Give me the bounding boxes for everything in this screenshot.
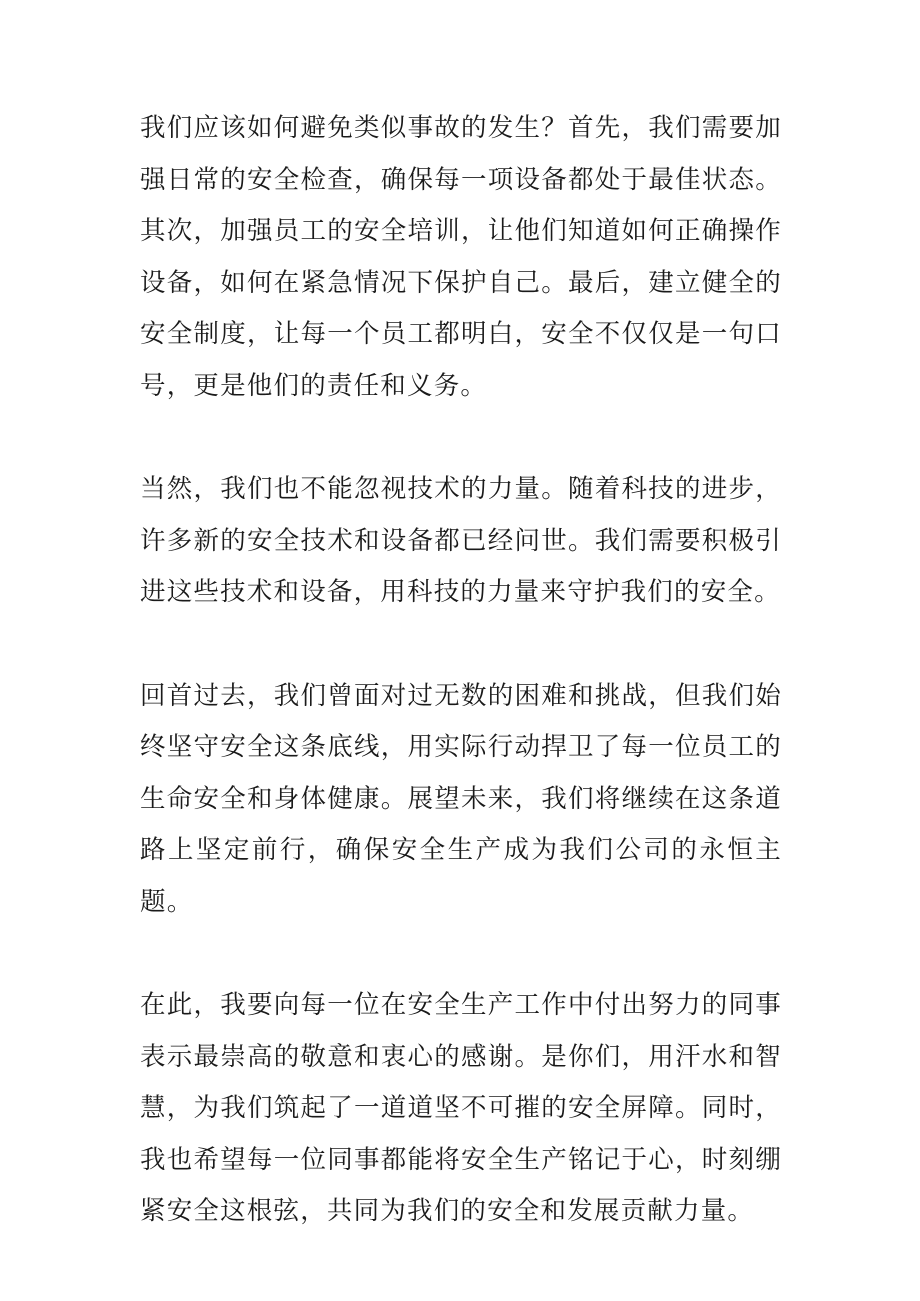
paragraph-3: 回首过去，我们曾面对过无数的困难和挑战，但我们始终坚守安全这条底线，用实际行动捍卫了每一位员工的生命安全和身体健康。展望未来，我们将继续在这条道路上坚定前行，确保安全生产成为我们公司的永恒主题。: [140, 680, 782, 917]
document-body: [140, 103, 782, 1238]
paragraph-4: 在此，我要向每一位在安全生产工作中付出努力的同事表示最崇高的敬意和衷心的感谢。是你们，用汗水和智慧，为我们筑起了一道道坚不可摧的安全屏障。同时，我也希望每一位同事都能将安全生产铭记于心，时刻绷紧安全这根弦，共同为我们的安全和发展贡献力量。: [140, 990, 782, 1226]
paragraph-2: 当然，我们也不能忽视技术的力量。随着科技的进步，许多新的安全技术和设备都已经问世。我们需要积极引进这些技术和设备，用科技的力量来守护我们的安全。: [140, 474, 782, 607]
paragraph-1: 我们应该如何避免类似事故的发生？首先，我们需要加强日常的安全检查，确保每一项设备都处于最佳状态。其次，加强员工的安全培训，让他们知道如何正确操作设备，如何在紧急情况下保护自己。最后，建立健全的安全制度，让每一个员工都明白，安全不仅仅是一句口号，更是他们的责任和义务。: [140, 113, 782, 401]
